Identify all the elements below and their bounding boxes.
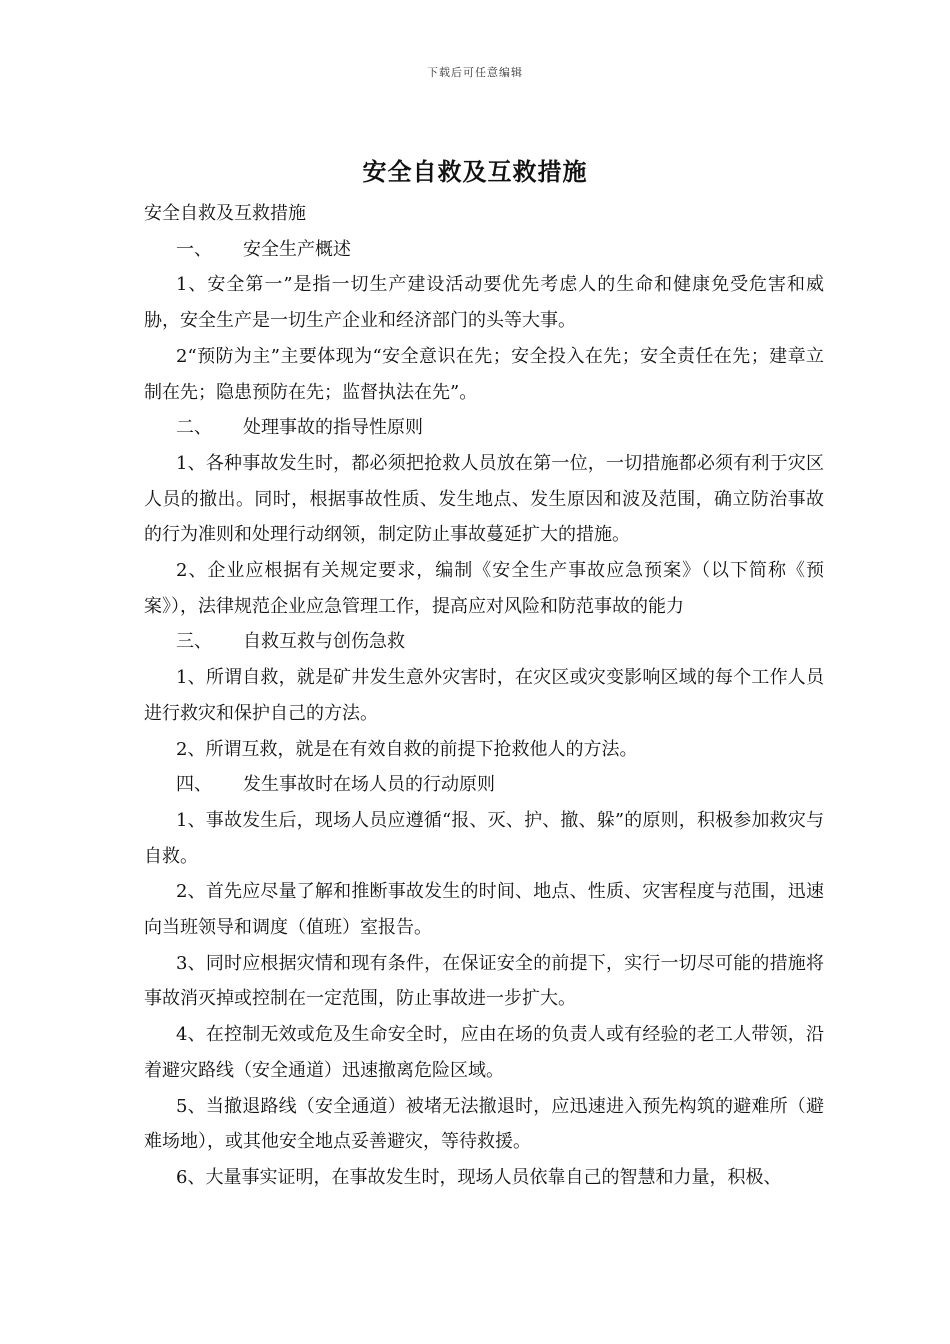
section-heading-text: 处理事故的指导性原则 xyxy=(243,417,423,439)
section-heading-4 xyxy=(144,767,824,803)
paragraph: 1、所谓自救，就是矿井发生意外灾害时，在灾区或灾变影响区域的每个工作人员进行救灾和保护自己的方法。 xyxy=(144,667,824,724)
document-subtitle: 安全自救及互救措施 xyxy=(144,203,306,224)
section-heading-text: 自救互救与创伤急救 xyxy=(243,631,405,653)
paragraph: 4、在控制无效或危及生命安全时，应由在场的负责人或有经验的老工人带领，沿着避灾路线（安全通道）迅速撤离危险区域。 xyxy=(144,1024,824,1081)
document-title: 安全自救及互救措施 xyxy=(362,157,588,186)
paragraph: 2“预防为主”主要体现为“安全意识在先；安全投入在先；安全责任在先；建章立制在先；隐患预防在先；监督执法在先”。 xyxy=(144,345,824,403)
section-heading-1 xyxy=(144,232,824,268)
page-header-note: 下载后可任意编辑 xyxy=(427,66,523,79)
document-body xyxy=(144,196,824,1196)
paragraph: 3、同时应根据灾情和现有条件，在保证安全的前提下，实行一切尽可能的措施将事故消灭掉或控制在一定范围，防止事故进一步扩大。 xyxy=(144,952,824,1010)
paragraph: 1、事故发生后，现场人员应遵循“报、灭、护、撤、躲”的原则，积极参加救灾与自救。 xyxy=(144,809,824,867)
section-heading-2 xyxy=(144,410,824,446)
section-number: 二、 xyxy=(176,417,212,439)
section-heading-3 xyxy=(144,624,824,660)
paragraph: 2、所谓互救，就是在有效自救的前提下抢救他人的方法。 xyxy=(176,738,638,760)
section-heading-text: 发生事故时在场人员的行动原则 xyxy=(243,774,495,796)
paragraph: 2、首先应尽量了解和推断事故发生的时间、地点、性质、灾害程度与范围，迅速向当班领导和调度（值班）室报告。 xyxy=(144,881,824,939)
section-number: 四、 xyxy=(176,774,212,796)
paragraph: 1、安全第一”是指一切生产建设活动要优先考虑人的生命和健康免受危害和威胁，安全生产是一切生产企业和经济部门的头等大事。 xyxy=(144,274,824,332)
paragraph: 1、各种事故发生时，都必须把抢救人员放在第一位，一切措施都必须有利于灾区人员的撤出。同时，根据事故性质、发生地点、发生原因和波及范围，确立防治事故的行为准则和处理行动纲领，制定防止事故蔓延扩大的措施。 xyxy=(144,452,824,546)
paragraph: 5、当撤退路线（安全通道）被堵无法撤退时，应迅速进入预先构筑的避难所（避难场地），或其他安全地点妥善避灾，等待救援。 xyxy=(144,1095,824,1153)
paragraph: 2、企业应根据有关规定要求，编制《安全生产事故应急预案》（以下简称《预案》），法律规范企业应急管理工作，提高应对风险和防范事故的能力 xyxy=(144,560,824,617)
section-number: 一、 xyxy=(176,238,212,260)
paragraph: 6、大量事实证明，在事故发生时，现场人员依靠自己的智慧和力量，积极、 xyxy=(176,1166,782,1188)
section-heading-text: 安全生产概述 xyxy=(243,238,351,260)
section-number: 三、 xyxy=(176,631,212,653)
